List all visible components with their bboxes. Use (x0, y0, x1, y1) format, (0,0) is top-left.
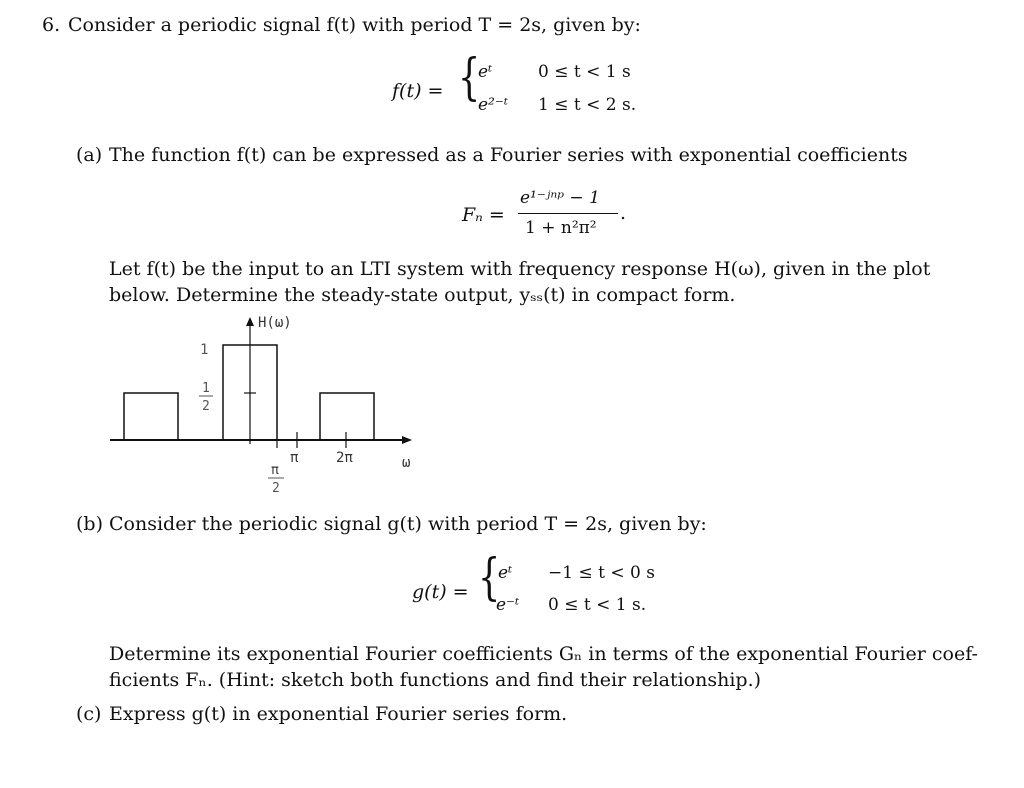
tick-label-one: 1 (200, 342, 209, 358)
h-left-sideband (124, 393, 178, 440)
tick-label-pi: π (290, 450, 299, 466)
part-a-text: The function f(t) can be expressed as a Fourier series with exponential coefficients (109, 144, 908, 166)
part-b-text-line1: Determine its exponential Fourier coefficients Gₙ in terms of the exponential Fourier coef- (109, 643, 978, 665)
g-case2-expr: e⁻ᵗ (496, 595, 520, 615)
f-case2-cond: 1 ≤ t < 2 s. (538, 95, 637, 115)
fn-formula-denominator: 1 + n²π² (525, 218, 597, 238)
g-case1-expr: eᵗ (498, 563, 513, 583)
fn-formula-period: . (620, 202, 627, 224)
y-axis-arrowhead (246, 317, 254, 326)
part-a-text2-line2: below. Determine the steady-state output, yₛₛ(t) in compact form. (109, 284, 736, 306)
f-case1-expr: eᵗ (478, 62, 493, 82)
g-case1-cond: −1 ≤ t < 0 s (548, 563, 655, 583)
part-a-label: (a) (76, 144, 103, 166)
part-c-text: Express g(t) in exponential Fourier series form. (109, 703, 568, 725)
part-b-text-line2: ficients Fₙ. (Hint: sketch both functions and find their relationship.) (109, 669, 762, 691)
y-axis-label: H(ω) (258, 315, 292, 331)
part-c-label: (c) (76, 703, 102, 725)
tick-label-half-den: 2 (202, 399, 210, 414)
part-b-intro: Consider the periodic signal g(t) with period T = 2s, given by: (109, 513, 707, 535)
tick-label-half-num: 1 (202, 381, 210, 396)
problem-number: 6. (42, 14, 61, 36)
x-axis-arrowhead (402, 436, 412, 444)
x-axis-label: ω (402, 455, 411, 471)
f-def-lhs: f(t) = (392, 80, 444, 102)
part-b-label: (b) (76, 513, 103, 535)
tick-label-pi2-den: 2 (272, 481, 280, 496)
problem-intro: Consider a periodic signal f(t) with period T = 2s, given by: (68, 14, 641, 36)
fn-formula-numerator: e¹⁻ʲⁿᵖ − 1 (520, 188, 600, 208)
fn-formula-lhs: Fₙ = (462, 204, 505, 226)
g-def-lhs: g(t) = (412, 581, 469, 603)
tick-label-2pi: 2π (336, 450, 353, 466)
g-case2-cond: 0 ≤ t < 1 s. (548, 595, 647, 615)
tick-label-pi2-num: π (271, 463, 279, 478)
g-def-brace: { (478, 548, 501, 606)
f-case1-cond: 0 ≤ t < 1 s (538, 62, 631, 82)
h-right-sideband (320, 393, 374, 440)
f-case2-expr: e²⁻ᵗ (478, 95, 509, 115)
part-a-text2-line1: Let f(t) be the input to an LTI system with frequency response H(ω), given in the plot (109, 258, 931, 280)
f-def-brace: { (458, 48, 481, 106)
